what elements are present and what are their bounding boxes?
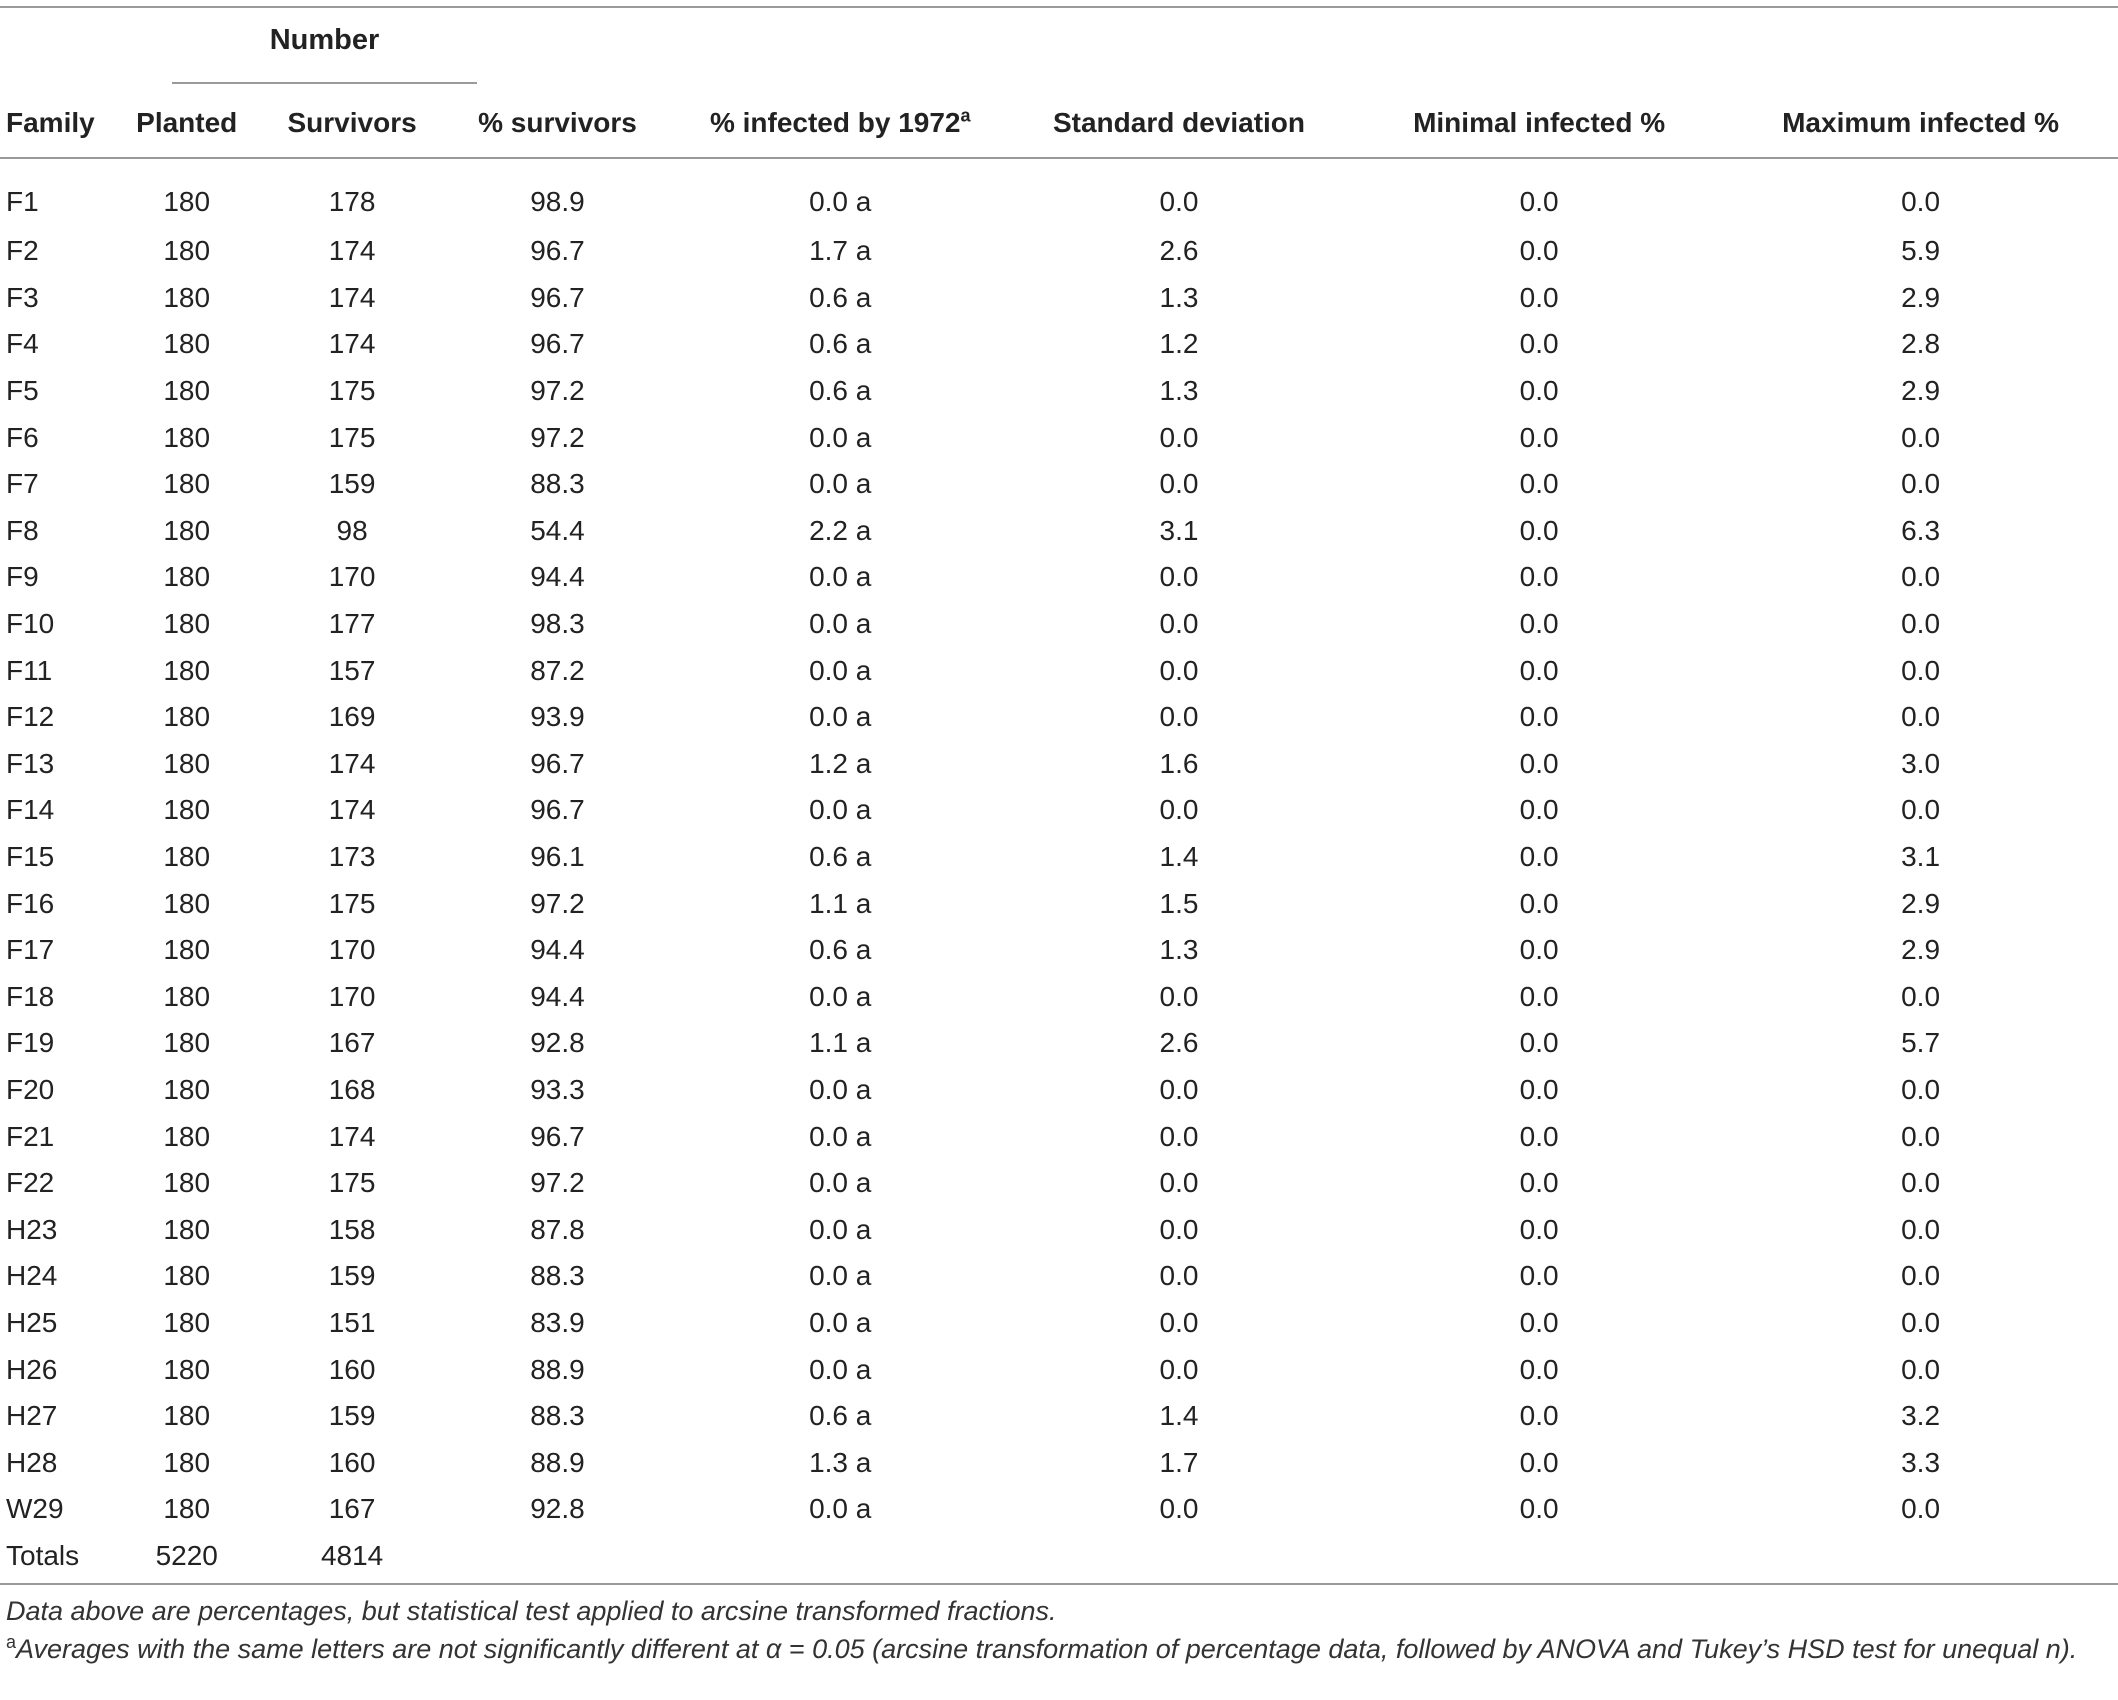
cell-pct_infected: 0.6 a bbox=[809, 1400, 872, 1432]
header-label: Planted bbox=[136, 107, 238, 138]
cell-family: F15 bbox=[6, 841, 55, 873]
cell-planted: 180 bbox=[163, 701, 211, 733]
cell-max_infected: 0.0 bbox=[1901, 794, 1941, 826]
header-std_dev bbox=[1003, 98, 1355, 162]
cell-planted: 180 bbox=[163, 794, 211, 826]
data-table bbox=[0, 98, 2118, 1579]
cell-planted: 180 bbox=[163, 1260, 211, 1292]
cell-min_infected: 0.0 bbox=[1519, 1027, 1559, 1059]
cell-planted: 180 bbox=[163, 608, 211, 640]
cell-planted: 180 bbox=[163, 281, 211, 313]
cell-std_dev: 3.1 bbox=[1159, 514, 1199, 546]
cell-planted: 180 bbox=[163, 186, 211, 217]
cell-survivors: 177 bbox=[328, 608, 376, 640]
cell-max_infected: 0.0 bbox=[1901, 1260, 1941, 1292]
table-row bbox=[0, 741, 2118, 788]
cell-pct_survivors: 93.9 bbox=[530, 701, 585, 733]
table-row bbox=[0, 1253, 2118, 1300]
header-label: Family bbox=[6, 107, 95, 138]
cell-min_infected: 0.0 bbox=[1519, 1306, 1559, 1338]
cell-pct_infected: 0.0 a bbox=[809, 701, 872, 733]
cell-std_dev: 2.6 bbox=[1159, 235, 1199, 267]
cell-planted: 180 bbox=[163, 887, 211, 919]
cell-survivors: 160 bbox=[328, 1353, 376, 1385]
table-row bbox=[0, 162, 2118, 228]
cell-max_infected: 2.9 bbox=[1901, 887, 1941, 919]
cell-family: F4 bbox=[6, 328, 39, 360]
cell-pct_infected: 0.0 a bbox=[809, 1306, 872, 1338]
cell-pct_survivors: 83.9 bbox=[530, 1306, 585, 1338]
table-row bbox=[0, 787, 2118, 834]
cell-max_infected: 5.7 bbox=[1901, 1027, 1941, 1059]
cell-std_dev: 1.3 bbox=[1159, 281, 1199, 313]
cell-planted: 180 bbox=[163, 235, 211, 267]
footnote-a bbox=[6, 1630, 2106, 1668]
cell-min_infected: 0.0 bbox=[1519, 1400, 1559, 1432]
cell-pct_infected: 0.0 a bbox=[809, 608, 872, 640]
cell-min_infected: 0.0 bbox=[1519, 1167, 1559, 1199]
table-row bbox=[0, 834, 2118, 881]
table-row bbox=[0, 1346, 2118, 1393]
table-row bbox=[0, 694, 2118, 741]
table-row bbox=[0, 927, 2118, 974]
cell-max_infected: 3.0 bbox=[1901, 747, 1941, 779]
cell-family: F11 bbox=[6, 654, 53, 686]
cell-std_dev: 1.3 bbox=[1159, 375, 1199, 407]
table-row bbox=[0, 368, 2118, 415]
cell-pct_survivors: 96.1 bbox=[530, 841, 585, 873]
table-row bbox=[0, 1206, 2118, 1253]
cell-survivors: 167 bbox=[328, 1493, 376, 1525]
cell-family: F7 bbox=[6, 468, 39, 500]
cell-std_dev: 0.0 bbox=[1159, 1306, 1199, 1338]
cell-pct_infected: 1.1 a bbox=[809, 1027, 872, 1059]
cell-std_dev: 0.0 bbox=[1159, 654, 1199, 686]
cell-std_dev: 1.3 bbox=[1159, 934, 1199, 966]
cell-min_infected: 0.0 bbox=[1519, 375, 1559, 407]
cell-pct_survivors: 94.4 bbox=[530, 561, 585, 593]
footnote-general: Data above are percentages, but statistical test applied to arcsine transformed fractions. bbox=[6, 1596, 1057, 1626]
cell-min_infected: 0.0 bbox=[1519, 235, 1559, 267]
cell-family: F6 bbox=[6, 421, 39, 453]
cell-planted: 180 bbox=[163, 1167, 211, 1199]
cell-max_infected: 0.0 bbox=[1901, 654, 1941, 686]
cell-family: F14 bbox=[6, 794, 55, 826]
cell-family: F1 bbox=[6, 186, 39, 217]
cell-pct_survivors: 96.7 bbox=[530, 1120, 585, 1152]
cell-family: F9 bbox=[6, 561, 39, 593]
header-footnote-marker: a bbox=[960, 105, 971, 126]
cell-planted: 180 bbox=[163, 1446, 211, 1478]
cell-survivors: 98 bbox=[336, 514, 368, 546]
cell-survivors: 167 bbox=[328, 1027, 376, 1059]
cell-std_dev: 0.0 bbox=[1159, 421, 1199, 453]
cell-pct_survivors: 96.7 bbox=[530, 794, 585, 826]
cell-pct_infected: 0.0 a bbox=[809, 1353, 872, 1385]
table-row bbox=[0, 321, 2118, 368]
cell-max_infected bbox=[1723, 1533, 2118, 1580]
cell-family: F13 bbox=[6, 747, 55, 779]
table-row bbox=[0, 1439, 2118, 1486]
cell-max_infected: 0.0 bbox=[1901, 1167, 1941, 1199]
cell-planted: 5220 bbox=[155, 1539, 218, 1571]
cell-std_dev: 1.4 bbox=[1159, 841, 1199, 873]
table-bottom-rule bbox=[0, 1583, 2118, 1585]
cell-family: F17 bbox=[6, 934, 55, 966]
cell-pct_infected: 0.0 a bbox=[809, 1120, 872, 1152]
cell-pct_infected: 0.0 a bbox=[809, 468, 872, 500]
cell-pct_infected: 0.0 a bbox=[809, 980, 872, 1012]
table-row bbox=[0, 461, 2118, 508]
cell-survivors: 170 bbox=[328, 980, 376, 1012]
cell-planted: 180 bbox=[163, 468, 211, 500]
cell-survivors: 159 bbox=[328, 468, 376, 500]
cell-max_infected: 6.3 bbox=[1901, 514, 1941, 546]
cell-survivors: 159 bbox=[328, 1260, 376, 1292]
cell-pct_infected: 1.3 a bbox=[809, 1446, 872, 1478]
cell-max_infected: 0.0 bbox=[1901, 421, 1941, 453]
table-row bbox=[0, 1067, 2118, 1114]
table-row bbox=[0, 1300, 2118, 1347]
header-label: % infected by 1972 bbox=[709, 107, 961, 138]
footnote-a-marker: a bbox=[6, 1632, 17, 1652]
table-row bbox=[0, 414, 2118, 461]
table-row bbox=[0, 1113, 2118, 1160]
cell-max_infected: 3.1 bbox=[1901, 841, 1941, 873]
cell-min_infected: 0.0 bbox=[1519, 561, 1559, 593]
table-row bbox=[0, 275, 2118, 322]
cell-pct_survivors: 88.9 bbox=[530, 1446, 585, 1478]
cell-pct_infected: 0.0 a bbox=[809, 421, 872, 453]
cell-pct_survivors: 96.7 bbox=[530, 328, 585, 360]
top-rule bbox=[0, 6, 2118, 8]
cell-pct_survivors: 88.3 bbox=[530, 1400, 585, 1432]
cell-survivors: 175 bbox=[328, 887, 376, 919]
cell-pct_infected: 0.6 a bbox=[809, 375, 872, 407]
cell-min_infected: 0.0 bbox=[1519, 1493, 1559, 1525]
cell-pct_survivors: 92.8 bbox=[530, 1027, 585, 1059]
cell-std_dev: 0.0 bbox=[1159, 794, 1199, 826]
cell-std_dev: 0.0 bbox=[1159, 1493, 1199, 1525]
table-row bbox=[0, 880, 2118, 927]
cell-pct_survivors: 87.2 bbox=[530, 654, 585, 686]
cell-pct_infected: 0.6 a bbox=[809, 328, 872, 360]
cell-min_infected: 0.0 bbox=[1519, 747, 1559, 779]
cell-std_dev: 1.4 bbox=[1159, 1400, 1199, 1432]
cell-min_infected: 0.0 bbox=[1519, 1073, 1559, 1105]
cell-family: H28 bbox=[6, 1446, 58, 1478]
cell-planted: 180 bbox=[163, 747, 211, 779]
cell-min_infected: 0.0 bbox=[1519, 1260, 1559, 1292]
cell-family: F8 bbox=[6, 514, 39, 546]
number-group-header: Number bbox=[269, 24, 380, 56]
cell-pct_survivors: 96.7 bbox=[530, 281, 585, 313]
cell-std_dev: 1.6 bbox=[1159, 747, 1199, 779]
cell-max_infected: 0.0 bbox=[1901, 561, 1941, 593]
table-row bbox=[0, 601, 2118, 648]
cell-family: H26 bbox=[6, 1353, 58, 1385]
cell-survivors: 151 bbox=[328, 1306, 376, 1338]
cell-survivors: 4814 bbox=[320, 1539, 384, 1571]
cell-planted: 180 bbox=[163, 1493, 211, 1525]
cell-planted: 180 bbox=[163, 514, 211, 546]
cell-pct_infected: 0.0 a bbox=[809, 1493, 872, 1525]
cell-survivors: 174 bbox=[328, 328, 376, 360]
cell-family: H27 bbox=[6, 1400, 58, 1432]
cell-min_infected: 0.0 bbox=[1519, 468, 1559, 500]
cell-pct_infected: 1.2 a bbox=[809, 747, 872, 779]
number-group-rule bbox=[172, 82, 477, 84]
cell-family: W29 bbox=[6, 1493, 64, 1525]
cell-pct_survivors: 54.4 bbox=[530, 514, 585, 546]
header-max_infected bbox=[1723, 98, 2118, 162]
table-row bbox=[0, 1020, 2118, 1067]
cell-pct_survivors: 88.9 bbox=[530, 1353, 585, 1385]
cell-survivors: 178 bbox=[328, 186, 376, 217]
cell-family: F12 bbox=[6, 701, 55, 733]
header-label: % survivors bbox=[478, 107, 637, 138]
cell-pct_survivors: 88.3 bbox=[530, 1260, 585, 1292]
cell-min_infected: 0.0 bbox=[1519, 514, 1559, 546]
header-survivors bbox=[267, 98, 438, 162]
cell-std_dev: 0.0 bbox=[1159, 1073, 1199, 1105]
cell-planted: 180 bbox=[163, 1306, 211, 1338]
cell-pct_infected bbox=[678, 1533, 1003, 1580]
cell-max_infected: 5.9 bbox=[1901, 235, 1941, 267]
column-header-row bbox=[0, 98, 2118, 162]
cell-min_infected: 0.0 bbox=[1519, 841, 1559, 873]
cell-pct_survivors: 87.8 bbox=[530, 1213, 585, 1245]
table-row bbox=[0, 974, 2118, 1021]
cell-pct_infected: 0.0 a bbox=[809, 561, 872, 593]
cell-min_infected: 0.0 bbox=[1519, 1353, 1559, 1385]
cell-std_dev: 0.0 bbox=[1159, 701, 1199, 733]
cell-survivors: 158 bbox=[328, 1213, 376, 1245]
cell-survivors: 168 bbox=[328, 1073, 376, 1105]
cell-pct_infected: 0.6 a bbox=[809, 841, 872, 873]
cell-std_dev: 1.2 bbox=[1159, 328, 1199, 360]
cell-planted: 180 bbox=[163, 421, 211, 453]
cell-pct_survivors: 98.3 bbox=[530, 608, 585, 640]
cell-std_dev: 1.7 bbox=[1159, 1446, 1199, 1478]
cell-pct_survivors: 92.8 bbox=[530, 1493, 585, 1525]
cell-min_infected: 0.0 bbox=[1519, 1120, 1559, 1152]
header-label: Minimal infected % bbox=[1413, 107, 1666, 138]
cell-family: F2 bbox=[6, 235, 39, 267]
cell-planted: 180 bbox=[163, 841, 211, 873]
cell-pct_survivors: 97.2 bbox=[530, 887, 585, 919]
cell-planted: 180 bbox=[163, 375, 211, 407]
cell-pct_survivors: 97.2 bbox=[530, 1167, 585, 1199]
cell-max_infected: 2.9 bbox=[1901, 281, 1941, 313]
cell-pct_infected: 0.0 a bbox=[809, 1260, 872, 1292]
cell-min_infected: 0.0 bbox=[1519, 887, 1559, 919]
cell-family: F19 bbox=[6, 1027, 55, 1059]
cell-survivors: 174 bbox=[328, 235, 376, 267]
cell-survivors: 170 bbox=[328, 934, 376, 966]
cell-min_infected: 0.0 bbox=[1519, 421, 1559, 453]
cell-max_infected: 2.8 bbox=[1901, 328, 1941, 360]
cell-std_dev: 0.0 bbox=[1159, 186, 1199, 217]
cell-pct_infected: 0.0 a bbox=[809, 1213, 872, 1245]
header-planted bbox=[107, 98, 267, 162]
cell-pct_survivors: 97.2 bbox=[530, 375, 585, 407]
cell-min_infected: 0.0 bbox=[1519, 1213, 1559, 1245]
cell-min_infected: 0.0 bbox=[1519, 328, 1559, 360]
cell-pct_survivors: 96.7 bbox=[530, 747, 585, 779]
header-family bbox=[0, 98, 107, 162]
cell-survivors: 159 bbox=[328, 1400, 376, 1432]
cell-max_infected: 0.0 bbox=[1901, 701, 1941, 733]
cell-std_dev: 2.6 bbox=[1159, 1027, 1199, 1059]
cell-max_infected: 2.9 bbox=[1901, 375, 1941, 407]
header-pct_infected bbox=[678, 98, 1003, 162]
cell-max_infected: 0.0 bbox=[1901, 1213, 1941, 1245]
cell-pct_infected: 2.2 a bbox=[809, 514, 872, 546]
cell-survivors: 157 bbox=[328, 654, 376, 686]
cell-std_dev: 0.0 bbox=[1159, 980, 1199, 1012]
cell-pct_survivors: 94.4 bbox=[530, 980, 585, 1012]
cell-pct_survivors: 98.9 bbox=[530, 186, 585, 217]
cell-std_dev: 0.0 bbox=[1159, 468, 1199, 500]
cell-pct_infected: 0.0 a bbox=[809, 1073, 872, 1105]
cell-min_infected: 0.0 bbox=[1519, 1446, 1559, 1478]
cell-pct_survivors: 97.2 bbox=[530, 421, 585, 453]
cell-std_dev: 0.0 bbox=[1159, 561, 1199, 593]
cell-survivors: 174 bbox=[328, 281, 376, 313]
table-row bbox=[0, 508, 2118, 555]
cell-survivors: 170 bbox=[328, 561, 376, 593]
cell-family: Totals bbox=[6, 1539, 80, 1571]
cell-max_infected: 0.0 bbox=[1901, 1120, 1941, 1152]
header-label: Maximum infected % bbox=[1782, 107, 2060, 138]
header-label: Survivors bbox=[287, 107, 417, 138]
cell-planted: 180 bbox=[163, 1027, 211, 1059]
cell-pct_survivors bbox=[437, 1533, 677, 1580]
cell-survivors: 174 bbox=[328, 794, 376, 826]
cell-min_infected: 0.0 bbox=[1519, 980, 1559, 1012]
cell-planted: 180 bbox=[163, 934, 211, 966]
cell-survivors: 174 bbox=[328, 1120, 376, 1152]
cell-std_dev: 0.0 bbox=[1159, 1120, 1199, 1152]
cell-std_dev: 0.0 bbox=[1159, 1213, 1199, 1245]
cell-std_dev: 0.0 bbox=[1159, 608, 1199, 640]
cell-max_infected: 0.0 bbox=[1901, 1306, 1941, 1338]
cell-max_infected: 2.9 bbox=[1901, 934, 1941, 966]
cell-survivors: 169 bbox=[328, 701, 376, 733]
cell-family: F18 bbox=[6, 980, 55, 1012]
cell-max_infected: 0.0 bbox=[1901, 608, 1941, 640]
cell-pct_infected: 0.0 a bbox=[809, 186, 872, 217]
footnote-a-text: Averages with the same letters are not significantly different at α = 0.05 (arcsine transformation of percentage data, followed by ANOVA and Tukey’s HSD test for unequal n). bbox=[16, 1634, 2078, 1664]
cell-min_infected: 0.0 bbox=[1519, 701, 1559, 733]
cell-planted: 180 bbox=[163, 1400, 211, 1432]
cell-family: H23 bbox=[6, 1213, 58, 1245]
cell-family: F16 bbox=[6, 887, 55, 919]
cell-max_infected: 0.0 bbox=[1901, 1493, 1941, 1525]
cell-pct_survivors: 93.3 bbox=[530, 1073, 585, 1105]
cell-min_infected: 0.0 bbox=[1519, 186, 1559, 217]
cell-survivors: 160 bbox=[328, 1446, 376, 1478]
cell-std_dev: 0.0 bbox=[1159, 1167, 1199, 1199]
cell-min_infected bbox=[1355, 1533, 1723, 1580]
header-pct_survivors bbox=[437, 98, 677, 162]
table-row bbox=[0, 228, 2118, 275]
cell-min_infected: 0.0 bbox=[1519, 608, 1559, 640]
cell-family: H24 bbox=[6, 1260, 58, 1292]
cell-max_infected: 3.3 bbox=[1901, 1446, 1941, 1478]
cell-max_infected: 0.0 bbox=[1901, 186, 1941, 217]
cell-std_dev: 0.0 bbox=[1159, 1353, 1199, 1385]
cell-pct_infected: 0.0 a bbox=[809, 794, 872, 826]
cell-pct_infected: 0.0 a bbox=[809, 654, 872, 686]
cell-family: F10 bbox=[6, 608, 55, 640]
totals-row bbox=[0, 1533, 2118, 1580]
cell-min_infected: 0.0 bbox=[1519, 281, 1559, 313]
footnotes bbox=[6, 1592, 2106, 1668]
cell-pct_survivors: 96.7 bbox=[530, 235, 585, 267]
table-row bbox=[0, 647, 2118, 694]
cell-survivors: 175 bbox=[328, 375, 376, 407]
table-row bbox=[0, 1160, 2118, 1207]
cell-pct_infected: 0.6 a bbox=[809, 281, 872, 313]
cell-family: F3 bbox=[6, 281, 39, 313]
cell-planted: 180 bbox=[163, 1213, 211, 1245]
cell-min_infected: 0.0 bbox=[1519, 654, 1559, 686]
header-min_infected bbox=[1355, 98, 1723, 162]
cell-family: F21 bbox=[6, 1120, 55, 1152]
cell-pct_infected: 1.7 a bbox=[809, 235, 872, 267]
table-row bbox=[0, 1486, 2118, 1533]
cell-survivors: 175 bbox=[328, 1167, 376, 1199]
cell-max_infected: 0.0 bbox=[1901, 1073, 1941, 1105]
cell-min_infected: 0.0 bbox=[1519, 794, 1559, 826]
cell-planted: 180 bbox=[163, 328, 211, 360]
table-body bbox=[0, 162, 2118, 1579]
cell-family: F22 bbox=[6, 1167, 55, 1199]
cell-planted: 180 bbox=[163, 980, 211, 1012]
cell-std_dev bbox=[1003, 1533, 1355, 1580]
cell-planted: 180 bbox=[163, 654, 211, 686]
cell-pct_infected: 0.0 a bbox=[809, 1167, 872, 1199]
cell-survivors: 174 bbox=[328, 747, 376, 779]
cell-planted: 180 bbox=[163, 1120, 211, 1152]
cell-pct_survivors: 94.4 bbox=[530, 934, 585, 966]
cell-std_dev: 0.0 bbox=[1159, 1260, 1199, 1292]
cell-family: F5 bbox=[6, 375, 39, 407]
cell-max_infected: 0.0 bbox=[1901, 980, 1941, 1012]
cell-pct_survivors: 88.3 bbox=[530, 468, 585, 500]
cell-survivors: 175 bbox=[328, 421, 376, 453]
header-label: Standard deviation bbox=[1052, 107, 1306, 138]
cell-max_infected: 0.0 bbox=[1901, 1353, 1941, 1385]
cell-planted: 180 bbox=[163, 1353, 211, 1385]
cell-max_infected: 3.2 bbox=[1901, 1400, 1941, 1432]
cell-family: H25 bbox=[6, 1306, 58, 1338]
cell-pct_infected: 1.1 a bbox=[809, 887, 872, 919]
cell-min_infected: 0.0 bbox=[1519, 934, 1559, 966]
cell-max_infected: 0.0 bbox=[1901, 468, 1941, 500]
table-row bbox=[0, 1393, 2118, 1440]
cell-planted: 180 bbox=[163, 561, 211, 593]
cell-family: F20 bbox=[6, 1073, 55, 1105]
cell-survivors: 173 bbox=[328, 841, 376, 873]
table-row bbox=[0, 554, 2118, 601]
cell-pct_infected: 0.6 a bbox=[809, 934, 872, 966]
cell-std_dev: 1.5 bbox=[1159, 887, 1199, 919]
cell-planted: 180 bbox=[163, 1073, 211, 1105]
